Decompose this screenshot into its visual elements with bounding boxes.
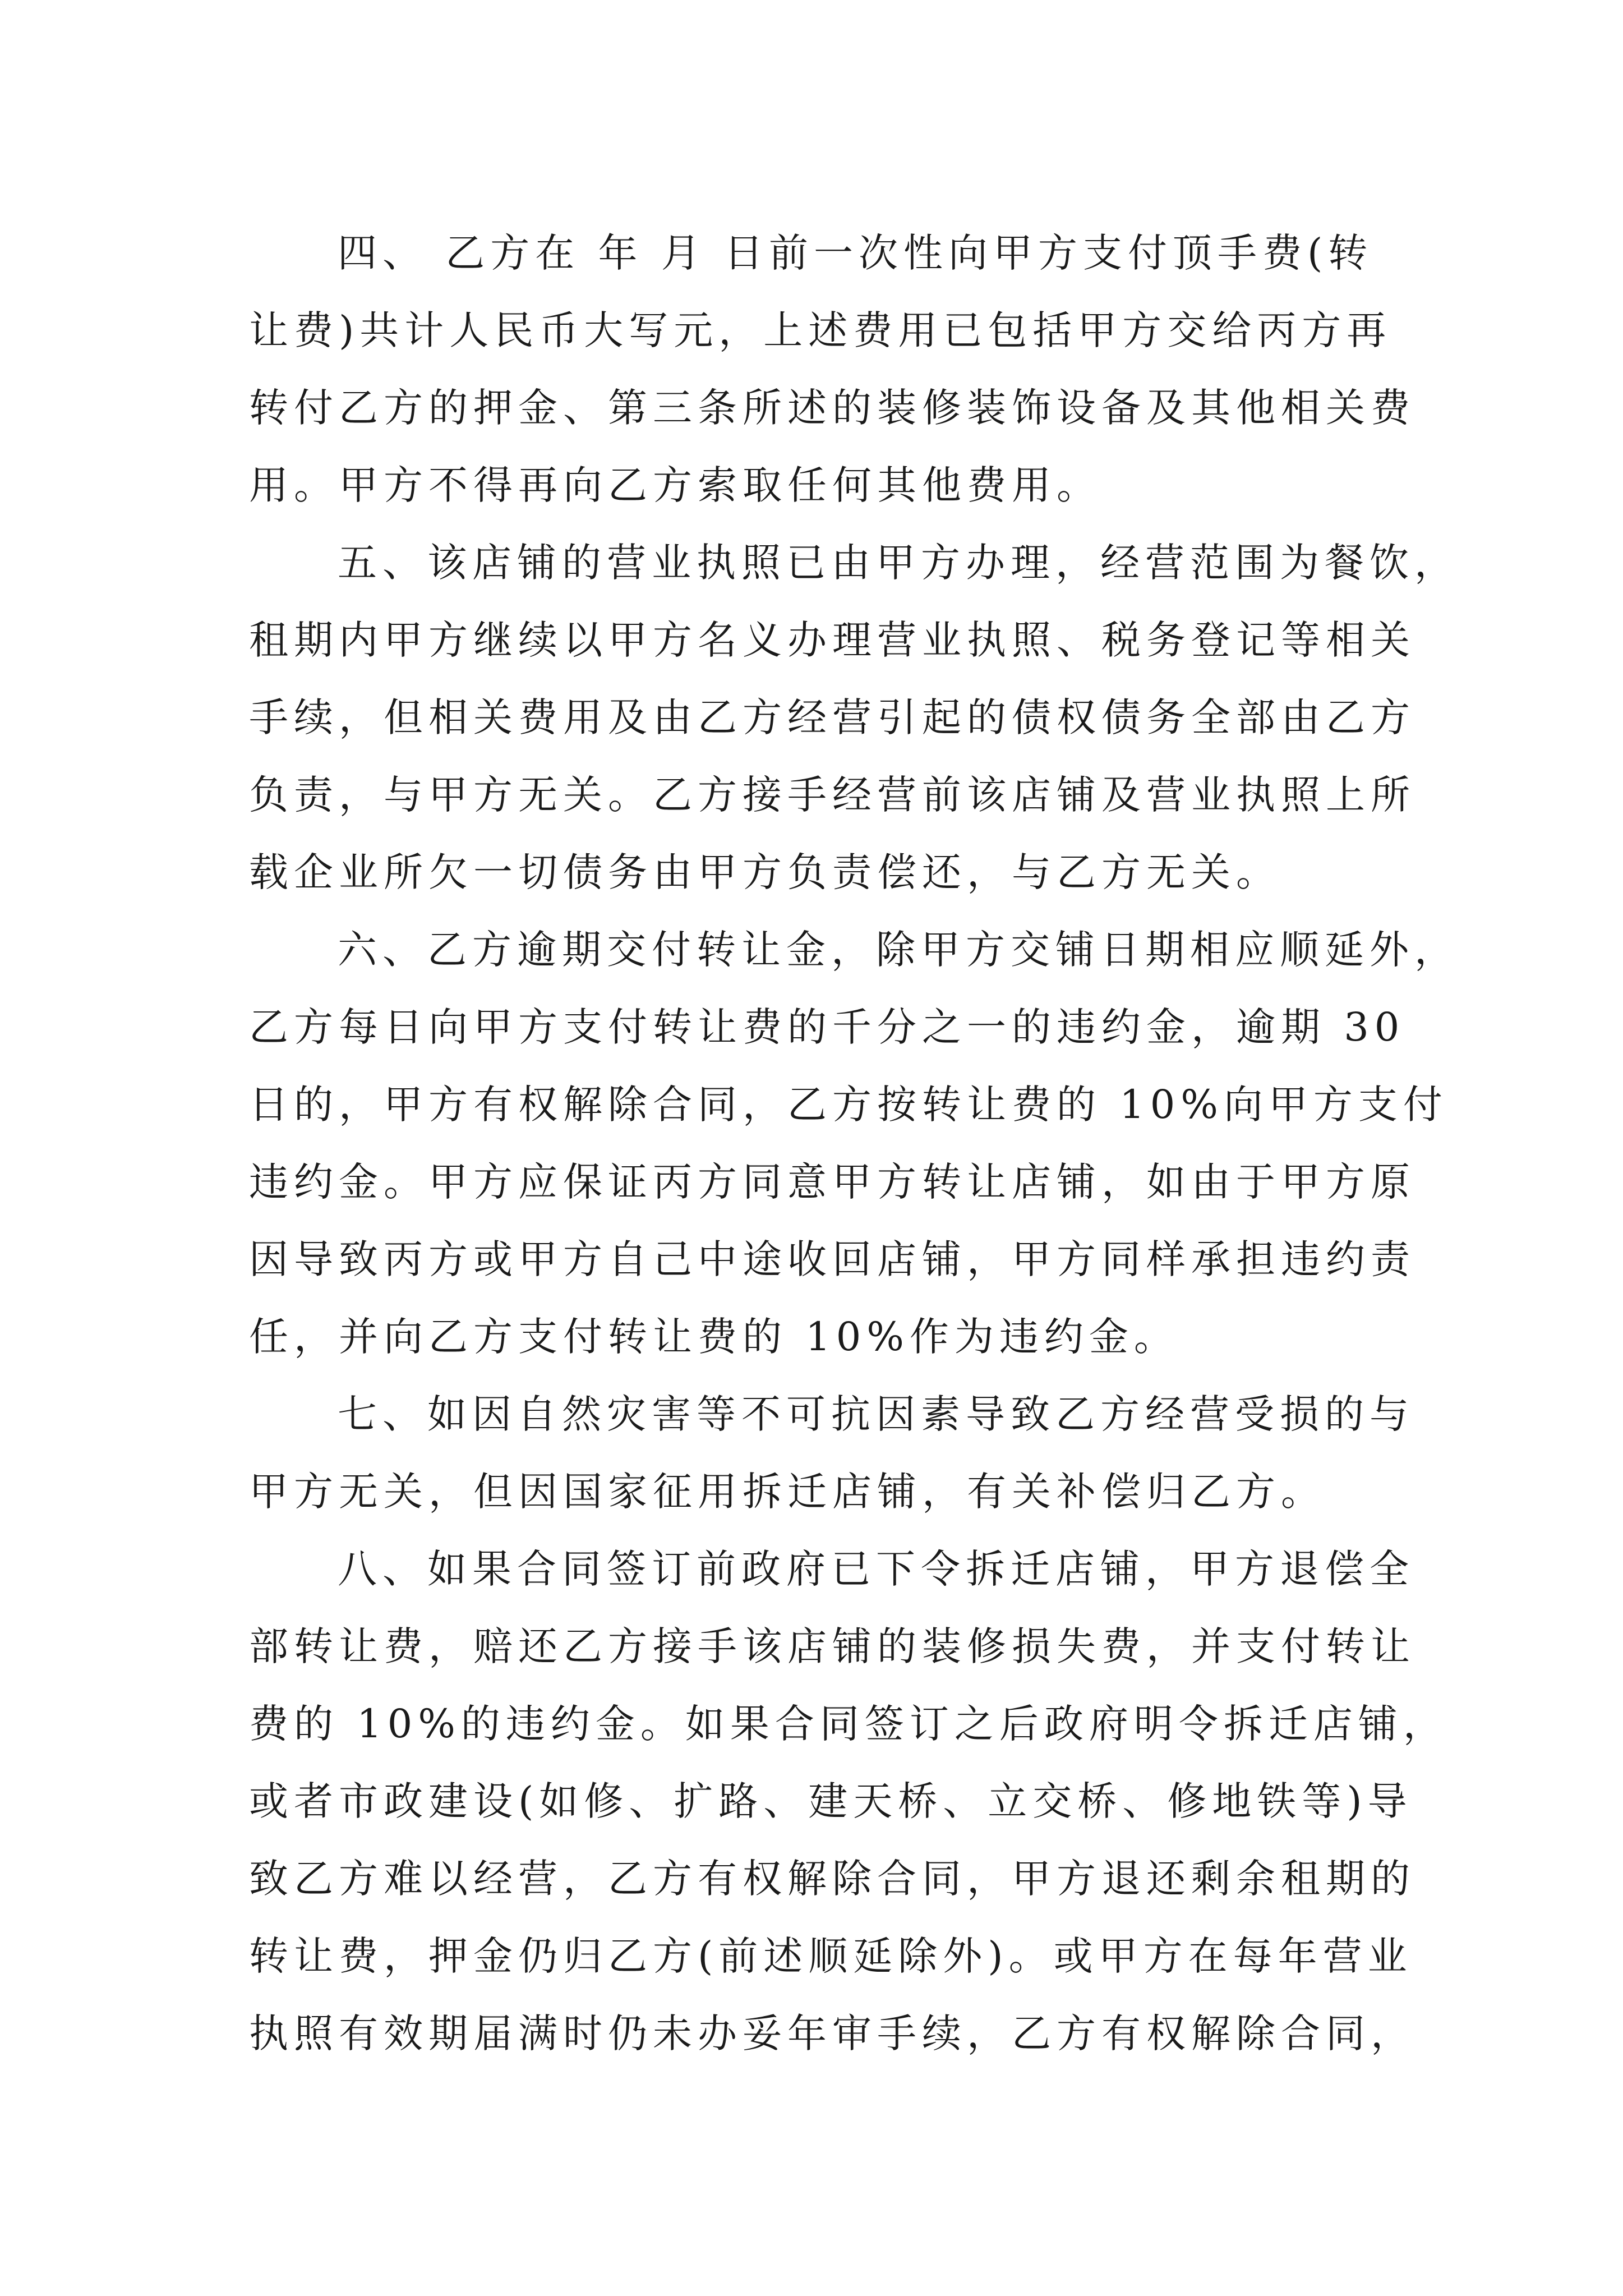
paragraph-line: 日的，甲方有权解除合同，乙方按转让费的 10%向甲方支付 [249, 1082, 1448, 1128]
paragraph-line: 用。甲方不得再向乙方索取任何其他费用。 [249, 462, 1101, 508]
paragraph-line: 转让费，押金仍归乙方(前述顺延除外)。或甲方在每年营业 [249, 1933, 1413, 1979]
paragraph-line: 执照有效期届满时仍未办妥年审手续，乙方有权解除合同， [249, 2010, 1415, 2056]
paragraph-line: 六、乙方逾期交付转让金，除甲方交铺日期相应顺延外， [338, 927, 1459, 973]
paragraph-line: 负责，与甲方无关。乙方接手经营前该店铺及营业执照上所 [249, 772, 1415, 818]
paragraph-line: 致乙方难以经营，乙方有权解除合同，甲方退还剩余租期的 [249, 1856, 1415, 1902]
paragraph-7 [249, 1375, 1414, 1530]
paragraph-line: 转付乙方的押金、第三条所述的装修装饰设备及其他相关费 [249, 385, 1415, 431]
paragraph-4 [249, 214, 1415, 524]
paragraph-line: 或者市政建设(如修、扩路、建天桥、立交桥、修地铁等)导 [249, 1778, 1413, 1824]
paragraph-line: 五、该店铺的营业执照已由甲方办理，经营范围为餐饮， [338, 540, 1459, 586]
paragraph-line: 乙方每日向甲方支付转让费的千分之一的违约金，逾期 30 [249, 1004, 1405, 1050]
paragraph-line: 四、 乙方在 年 月 日前一次性向甲方支付顶手费(转 [338, 230, 1373, 276]
paragraph-line: 载企业所欠一切债务由甲方负责偿还，与乙方无关。 [249, 849, 1281, 895]
paragraph-line: 费的 10%的违约金。如果合同签订之后政府明令拆迁店铺， [249, 1701, 1448, 1747]
paragraph-line: 甲方无关，但因国家征用拆迁店铺，有关补偿归乙方。 [249, 1469, 1326, 1515]
document-body [249, 214, 1459, 2072]
paragraph-6 [249, 911, 1459, 1375]
paragraph-8 [249, 1530, 1448, 2072]
paragraph-line: 部转让费，赔还乙方接手该店铺的装修损失费，并支付转让 [249, 1623, 1415, 1669]
paragraph-line: 手续，但相关费用及由乙方经营引起的债权债务全部由乙方 [249, 694, 1415, 740]
paragraph-line: 让费)共计人民币大写元，上述费用已包括甲方交给丙方再 [249, 307, 1392, 353]
paragraph-line: 因导致丙方或甲方自己中途收回店铺，甲方同样承担违约责 [249, 1236, 1415, 1282]
paragraph-line: 任，并向乙方支付转让费的 10%作为违约金。 [249, 1314, 1179, 1360]
paragraph-line: 租期内甲方继续以甲方名义办理营业执照、税务登记等相关 [249, 617, 1415, 663]
paragraph-line: 违约金。甲方应保证丙方同意甲方转让店铺，如由于甲方原 [249, 1159, 1415, 1205]
paragraph-5 [249, 524, 1459, 911]
paragraph-line: 八、如果合同签订前政府已下令拆迁店铺，甲方退偿全 [338, 1546, 1414, 1592]
paragraph-line: 七、如因自然灾害等不可抗因素导致乙方经营受损的与 [338, 1391, 1414, 1437]
